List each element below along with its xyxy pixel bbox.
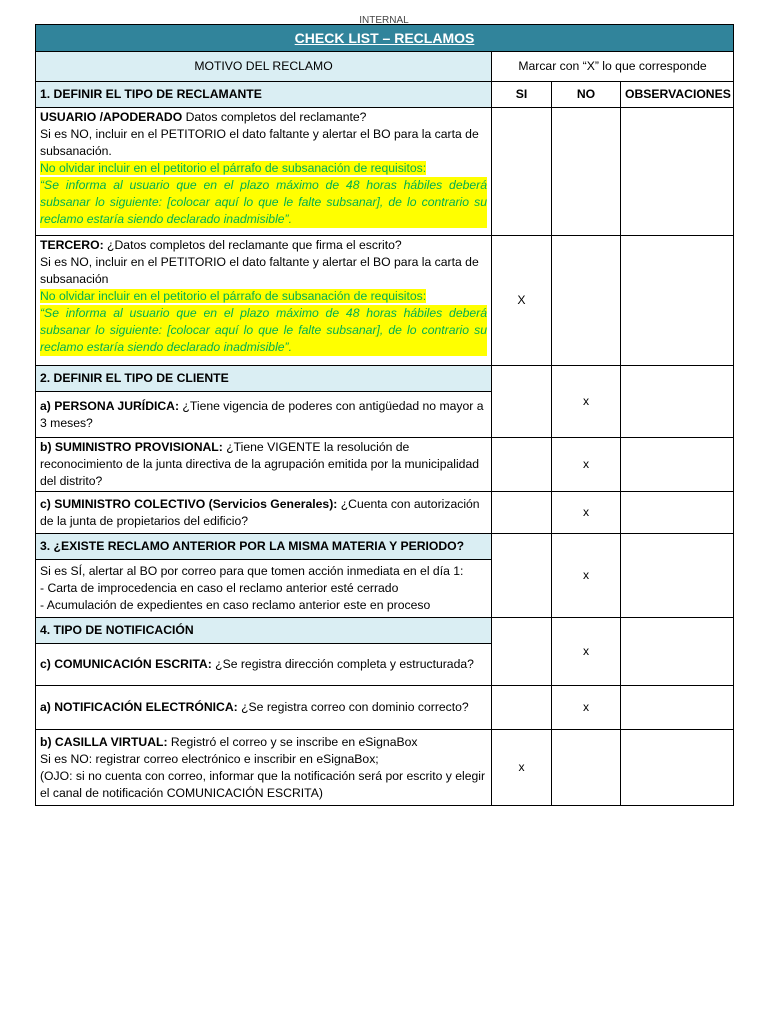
usuario-instruction: Si es NO, incluir en el PETITORIO el dato faltante y alertar el BO para la carta de subsanación. [40, 127, 479, 158]
suministro-provisional-text: ¿Tiene VIGENTE la resolución de reconocimiento de la junta directiva de la agrupación emitida por la municipalidad del distrito? [40, 440, 480, 488]
comunicacion-escrita-si-cell[interactable] [492, 618, 552, 686]
notificacion-electronica-text: ¿Se registra correo con dominio correcto? [237, 700, 469, 714]
notificacion-electronica-label: a) NOTIFICACIÓN ELECTRÓNICA: [40, 700, 238, 714]
checklist-table [35, 24, 734, 806]
notificacion-electronica-obs-cell[interactable] [621, 686, 734, 730]
tercero-quote: “Se informa al usuario que en el plazo máximo de 48 horas hábiles deberá subsanar lo siguiente: [colocar aquí lo que le falte subsanar], de lo contrario su reclamo estaría siendo declarado inadmisible”. [40, 306, 487, 354]
reclamo-anterior-obs-cell[interactable] [621, 534, 734, 618]
casilla-virtual-text: Registró el correo y se inscribe en eSignaBox [167, 734, 418, 749]
section4-heading: 4. TIPO DE NOTIFICACIÓN [36, 618, 492, 644]
tercero-instruction: Si es NO, incluir en el PETITORIO el dato faltante y alertar el BO para la carta de subsanación [40, 255, 479, 286]
suministro-colectivo-si-cell[interactable] [492, 492, 552, 534]
row-reclamo-anterior [36, 560, 492, 618]
suministro-provisional-si-cell[interactable] [492, 438, 552, 492]
usuario-question: Datos completos del reclamante? [182, 110, 367, 124]
persona-juridica-label: a) PERSONA JURÍDICA: [40, 398, 180, 413]
casilla-virtual-obs-cell[interactable] [621, 730, 734, 806]
tercero-obs-cell[interactable] [621, 236, 734, 366]
usuario-obs-cell[interactable] [621, 108, 734, 236]
row-casilla-virtual [36, 730, 492, 806]
reclamo-anterior-line3: - Acumulación de expedientes en caso reclamo anterior este en proceso [40, 598, 431, 612]
persona-juridica-text: ¿Tiene vigencia de poderes con antigüedad no mayor a 3 meses? [40, 398, 484, 430]
section3-heading: 3. ¿EXISTE RECLAMO ANTERIOR POR LA MISMA MATERIA Y PERIODO? [36, 534, 492, 560]
tercero-note: No olvidar incluir en el petitorio el párrafo de subsanación de requisitos: [40, 289, 427, 303]
comunicacion-escrita-no-cell[interactable]: x [552, 618, 621, 686]
col-si-header: SI [492, 82, 552, 108]
internal-watermark: INTERNAL [359, 16, 409, 25]
casilla-virtual-line2: Si es NO: registrar correo electrónico e inscribir en eSignaBox; [40, 751, 379, 766]
suministro-colectivo-label: c) SUMINISTRO COLECTIVO (Servicios Generales): [40, 496, 338, 511]
row-comunicacion-escrita [36, 644, 492, 686]
tercero-question: ¿Datos completos del reclamante que firma el escrito? [103, 238, 402, 252]
motivo-header: MOTIVO DEL RECLAMO [36, 52, 492, 82]
row-notificacion-electronica [36, 686, 492, 730]
suministro-colectivo-obs-cell[interactable] [621, 492, 734, 534]
usuario-label: USUARIO /APODERADO [40, 110, 183, 124]
notificacion-electronica-no-cell[interactable]: x [552, 686, 621, 730]
tercero-no-cell[interactable] [552, 236, 621, 366]
reclamo-anterior-line2: - Carta de improcedencia en caso el reclamo anterior esté cerrado [40, 581, 399, 595]
casilla-virtual-label: b) CASILLA VIRTUAL: [40, 734, 168, 749]
casilla-virtual-line3: (OJO: si no cuenta con correo, informar que la notificación será por escrito y elegir el canal de notificación COMUNICACIÓN ESCRITA) [40, 768, 486, 800]
tercero-si-cell[interactable]: X [492, 236, 552, 366]
persona-juridica-no-cell[interactable]: x [552, 366, 621, 438]
persona-juridica-obs-cell[interactable] [621, 366, 734, 438]
usuario-quote: “Se informa al usuario que en el plazo máximo de 48 horas hábiles deberá subsanar lo siguiente: [colocar aquí lo que le falte subsanar], de lo contrario su reclamo estaría siendo declarado inadmisible”. [40, 178, 487, 226]
col-no-header: NO [552, 82, 621, 108]
tercero-label: TERCERO: [40, 238, 104, 252]
reclamo-anterior-no-cell[interactable]: x [552, 534, 621, 618]
usuario-si-cell[interactable] [492, 108, 552, 236]
section2-heading: 2. DEFINIR EL TIPO DE CLIENTE [36, 366, 492, 392]
suministro-provisional-label: b) SUMINISTRO PROVISIONAL: [40, 440, 223, 454]
checklist-title: CHECK LIST – RECLAMOS [36, 25, 734, 52]
reclamo-anterior-si-cell[interactable] [492, 534, 552, 618]
reclamo-anterior-line1: Si es SÍ, alertar al BO por correo para que tomen acción inmediata en el día 1: [40, 564, 464, 578]
suministro-colectivo-text: ¿Cuenta con autorización de la junta de propietarios del edificio? [40, 496, 480, 528]
casilla-virtual-si-cell[interactable]: x [492, 730, 552, 806]
casilla-virtual-no-cell[interactable] [552, 730, 621, 806]
notificacion-electronica-si-cell[interactable] [492, 686, 552, 730]
row-persona-juridica [36, 392, 492, 438]
comunicacion-escrita-obs-cell[interactable] [621, 618, 734, 686]
usuario-no-cell[interactable] [552, 108, 621, 236]
persona-juridica-si-cell[interactable] [492, 366, 552, 438]
section1-heading: 1. DEFINIR EL TIPO DE RECLAMANTE [36, 82, 492, 108]
usuario-note: No olvidar incluir en el petitorio el párrafo de subsanación de requisitos: [40, 161, 427, 175]
comunicacion-escrita-label: c) COMUNICACIÓN ESCRITA: [40, 657, 212, 671]
row-suministro-provisional [36, 438, 492, 492]
col-obs-header: OBSERVACIONES [621, 82, 734, 108]
suministro-provisional-no-cell[interactable]: x [552, 438, 621, 492]
row-usuario-apoderado [36, 108, 492, 236]
suministro-provisional-obs-cell[interactable] [621, 438, 734, 492]
comunicacion-escrita-text: ¿Se registra dirección completa y estructurada? [211, 657, 474, 671]
row-tercero [36, 236, 492, 366]
marcar-header: Marcar con “X” lo que corresponde [492, 52, 734, 82]
suministro-colectivo-no-cell[interactable]: x [552, 492, 621, 534]
row-suministro-colectivo [36, 492, 492, 534]
